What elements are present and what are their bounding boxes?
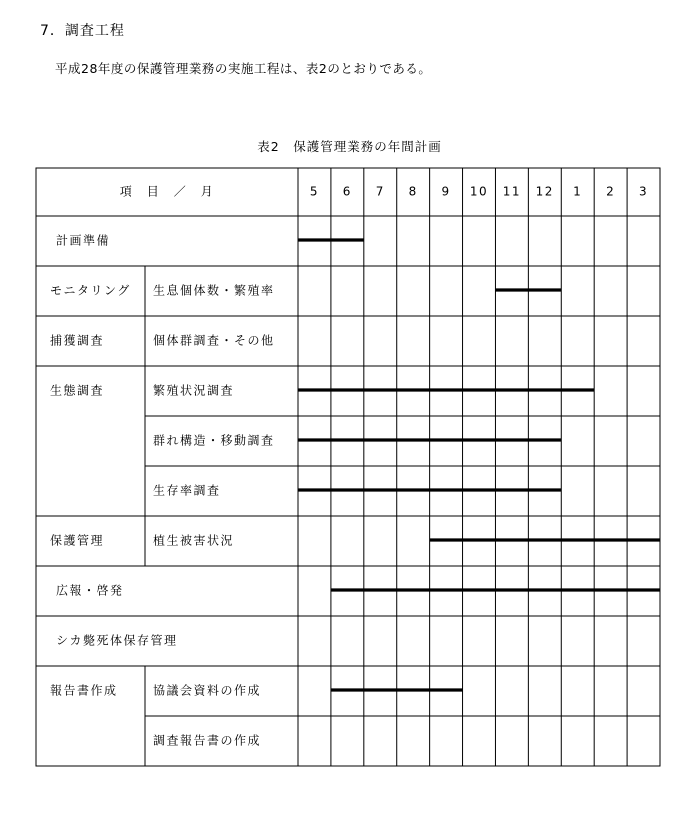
row-category: 広報・啓発 — [56, 583, 124, 598]
row-task: 個体群調査・その他 — [153, 333, 275, 348]
row-task: 群れ構造・移動調査 — [153, 433, 275, 448]
month-label: 5 — [309, 184, 320, 199]
row-category: 報告書作成 — [50, 683, 118, 698]
row-category: モニタリング — [50, 283, 131, 298]
month-label: 12 — [535, 184, 554, 199]
month-label: 11 — [502, 184, 522, 199]
row-category: 生態調査 — [50, 383, 105, 398]
row-task: 植生被害状況 — [153, 533, 235, 548]
intro-text: 平成28年度の保護管理業務の実施工程は、表2のとおりである。 — [55, 61, 432, 76]
row-category: 保護管理 — [50, 533, 105, 548]
row-category: シカ斃死体保存管理 — [56, 633, 178, 648]
month-label: 6 — [342, 184, 352, 199]
table-border — [36, 168, 660, 766]
month-label: 10 — [469, 184, 489, 199]
month-label: 7 — [375, 184, 385, 199]
month-label: 3 — [638, 184, 649, 199]
month-label: 2 — [606, 184, 616, 199]
month-label: 8 — [408, 184, 418, 199]
month-label: 9 — [441, 184, 451, 199]
header-label: 項 目 ／ 月 — [119, 184, 215, 199]
row-category: 捕獲調査 — [50, 333, 105, 348]
row-category: 計画準備 — [56, 233, 111, 248]
row-task: 生息個体数・繁殖率 — [153, 283, 275, 298]
row-task: 生存率調査 — [153, 483, 221, 498]
row-task: 繁殖状況調査 — [153, 383, 235, 398]
row-task: 協議会資料の作成 — [153, 683, 262, 698]
month-label: 1 — [573, 184, 583, 199]
section-heading: 7．調査工程 — [40, 23, 125, 39]
row-task: 調査報告書の作成 — [153, 733, 262, 748]
table-caption: 表2 保護管理業務の年間計画 — [257, 139, 442, 154]
